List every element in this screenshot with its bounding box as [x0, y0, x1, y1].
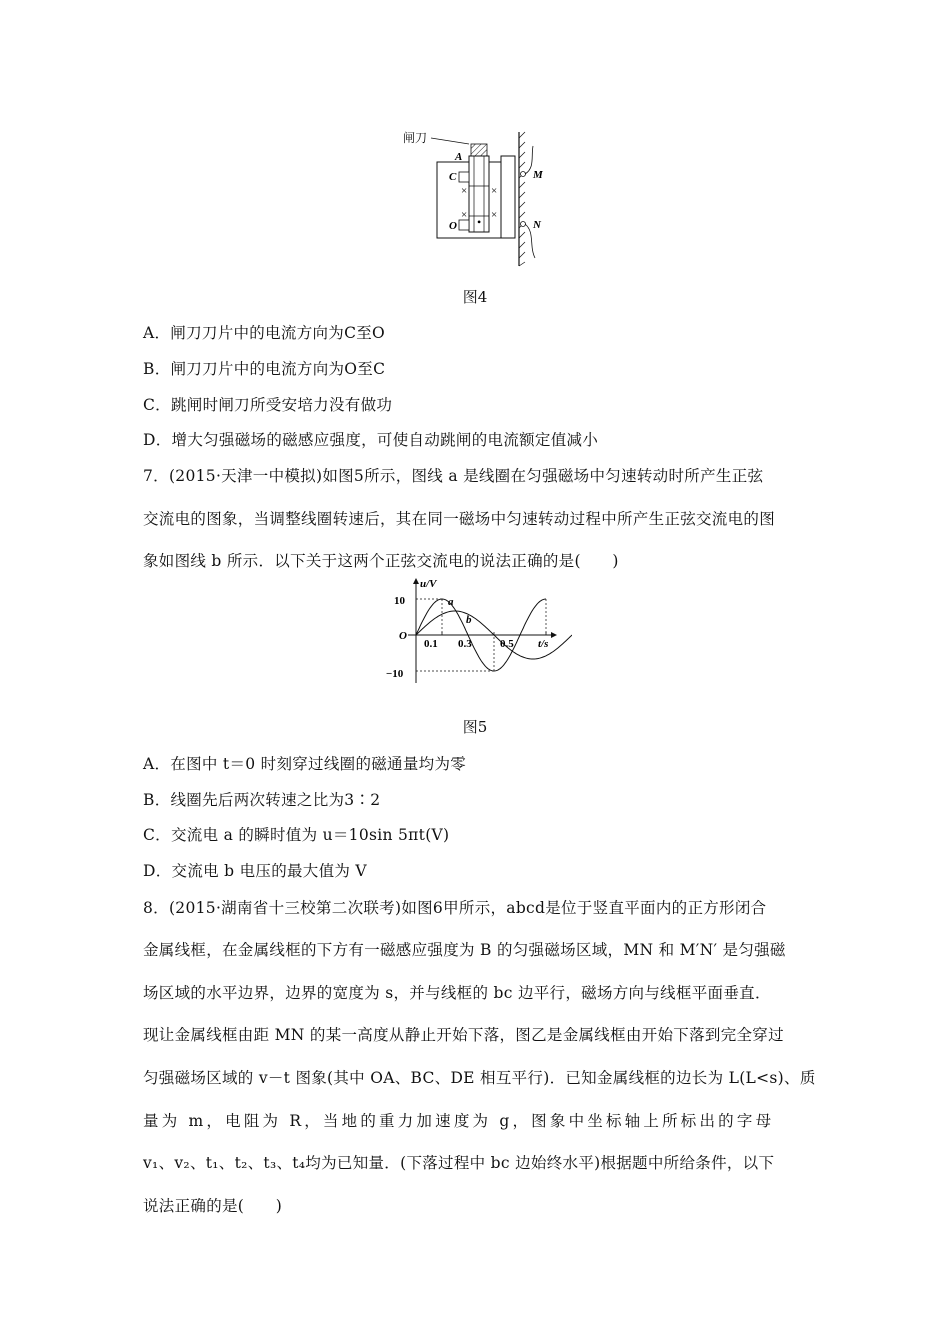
x-tick-label: 0.5: [500, 638, 514, 650]
option-letter: B．: [143, 791, 171, 809]
option-text: 增大匀强磁场的磁感应强度，可使自动跳闸的电流额定值减小: [171, 431, 599, 449]
origin-label: O: [399, 630, 407, 642]
field-cross: ×: [491, 209, 498, 221]
option-letter: B．: [143, 360, 171, 378]
q8-stem-line-5: 匀强磁场区域的 v－t 图象(其中 OA、BC、DE 相互平行)．已知金属线框的边长为 L(L<s)、质: [143, 1069, 816, 1087]
figure-5-caption: 图5: [462, 718, 488, 736]
q8-stem-line-6: 量为 m，电阻为 R，当地的重力加速度为 g，图象中坐标轴上所标出的字母: [143, 1112, 775, 1130]
field-cross: ×: [461, 209, 468, 221]
label-m: M: [533, 169, 543, 181]
option-text: 闸刀刀片中的电流方向为C至O: [170, 324, 386, 342]
label-c: C: [449, 171, 457, 183]
option-text: 线圈先后两次转速之比为3∶2: [170, 791, 381, 809]
q6-option-a: [143, 321, 385, 343]
label-o: O: [449, 220, 457, 232]
q6-option-b: [143, 357, 385, 379]
option-letter: C．: [143, 396, 171, 414]
pivot-dot: •: [477, 215, 482, 229]
option-text: 交流电 b 电压的最大值为 V: [171, 862, 367, 880]
q8-stem-line-3: 场区域的水平边界，边界的宽度为 s，并与线框的 bc 边平行，磁场方向与线框平面垂直．: [143, 984, 771, 1002]
y-tick-label-neg10: −10: [386, 668, 404, 680]
option-letter: D．: [143, 862, 172, 880]
right-bracket: [501, 156, 515, 238]
contact-o: [459, 220, 469, 230]
q7-option-a: [143, 752, 466, 774]
q6-option-d: [143, 428, 598, 450]
figure-4-diagram: [395, 128, 565, 268]
option-text: 跳闸时闸刀所受安培力没有做功: [170, 396, 393, 414]
x-axis-label: t/s: [538, 638, 549, 650]
option-letter: A．: [143, 755, 171, 773]
q6-option-c: [143, 393, 392, 415]
label-a: A: [455, 151, 463, 163]
switch-leader-line: [431, 138, 469, 144]
q8-stem-line-8: 说法正确的是( ): [143, 1197, 283, 1215]
y-tick-label-10: 10: [394, 595, 405, 607]
option-text: 在图中 t＝0 时刻穿过线圈的磁通量均为零: [170, 755, 467, 773]
option-letter: A．: [143, 324, 171, 342]
wall-hatch: [519, 132, 525, 266]
contact-c: [459, 172, 469, 182]
q7-stem-line-3: 象如图线 b 所示．以下关于这两个正弦交流电的说法正确的是( ): [143, 552, 619, 570]
curve-label-b: b: [466, 614, 472, 626]
option-text: 交流电 a 的瞬时值为 u＝10sin 5πt(V): [170, 826, 450, 844]
figure-5-chart: [382, 575, 572, 690]
q7-stem-line-1: 7．(2015·天津一中模拟)如图5所示，图线 a 是线圈在匀强磁场中匀速转动时所产生正弦: [143, 467, 764, 485]
curve-label-a: a: [448, 596, 454, 608]
terminal-m: [521, 172, 526, 177]
option-letter: D．: [143, 431, 172, 449]
wire-m: [525, 146, 533, 174]
q8-stem-line-4: 现让金属线框由距 MN 的某一高度从静止开始下落，图乙是金属线框由开始下落到完全穿过: [143, 1026, 784, 1044]
q7-option-c: [143, 823, 449, 845]
x-tick-label: 0.3: [458, 638, 472, 650]
label-n: N: [533, 219, 541, 231]
q7-option-d: [143, 859, 367, 881]
q8-stem-line-1: 8．(2015·湖南省十三校第二次联考)如图6甲所示，abcd是位于竖直平面内的正方形闭合: [143, 899, 767, 917]
x-tick-label: 0.1: [424, 638, 438, 650]
switch-label: 闸刀: [403, 131, 428, 145]
field-cross: ×: [461, 185, 468, 197]
option-letter: C．: [143, 826, 171, 844]
option-text: 闸刀刀片中的电流方向为O至C: [170, 360, 386, 378]
q8-stem-line-2: 金属线框，在金属线框的下方有一磁感应强度为 B 的匀强磁场区域，MN 和 M′N′ 是匀强磁: [143, 941, 786, 959]
field-cross: ×: [491, 185, 498, 197]
figure-4-caption: 图4: [462, 288, 488, 306]
terminal-n: [521, 222, 526, 227]
q7-option-b: [143, 788, 380, 810]
q7-stem-line-2: 交流电的图象，当调整线圈转速后，其在同一磁场中匀速转动过程中所产生正弦交流电的图: [143, 510, 776, 528]
y-axis-label: u/V: [420, 578, 437, 590]
q8-stem-line-7: v₁、v₂、t₁、t₂、t₃、t₄均为已知量．(下落过程中 bc 边始终水平)根据题中所给条件，以下: [143, 1154, 775, 1172]
